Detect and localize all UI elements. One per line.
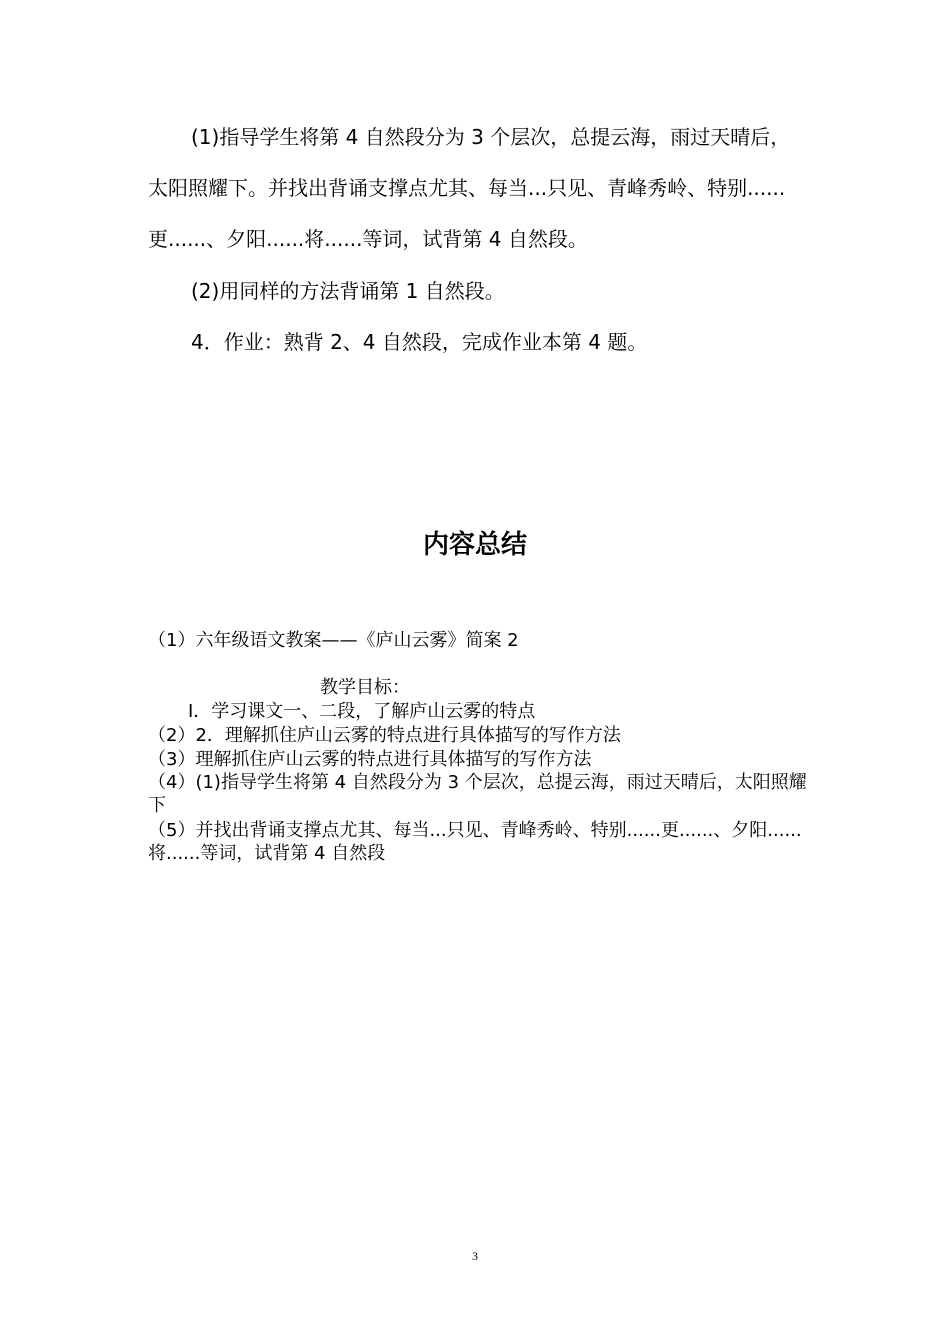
summary-goal-label: 教学目标： [320,677,410,698]
summary-line-5: （5）并找出背诵支撑点尤其、每当...只见、青峰秀岭、特别......更......、夕阳......将......等词，试背第 4 自然段 [148,820,802,864]
summary-heading: 内容总结 [422,530,527,560]
body-paragraph-1: (1)指导学生将第 4 自然段分为 3 个层次，总提云海，雨过天晴后，太阳照耀下。并找出背诵支撑点尤其、每当...只见、青峰秀岭、特别......更......、夕阳......将......等词，试背第 4 自然段。 [148,125,791,251]
summary-line-4: （4）(1)指导学生将第 4 自然段分为 3 个层次，总提云海，雨过天晴后，太阳照耀下 [148,772,807,816]
summary-line-3: （3）理解抓住庐山云雾的特点进行具体描写的写作方法 [148,749,592,770]
body-paragraph-2: (2)用同样的方法背诵第 1 自然段。 [191,279,505,303]
summary-line-1: （1）六年级语文教案——《庐山云雾》简案 2 [148,630,519,651]
body-paragraph-3: 4．作业：熟背 2、4 自然段，完成作业本第 4 题。 [191,330,648,354]
summary-line-2: （2）2．理解抓住庐山云雾的特点进行具体描写的写作方法 [148,725,621,746]
summary-goal-item: I．学习课文一、二段，了解庐山云雾的特点 [188,701,536,722]
page-number: 3 [472,1249,478,1263]
